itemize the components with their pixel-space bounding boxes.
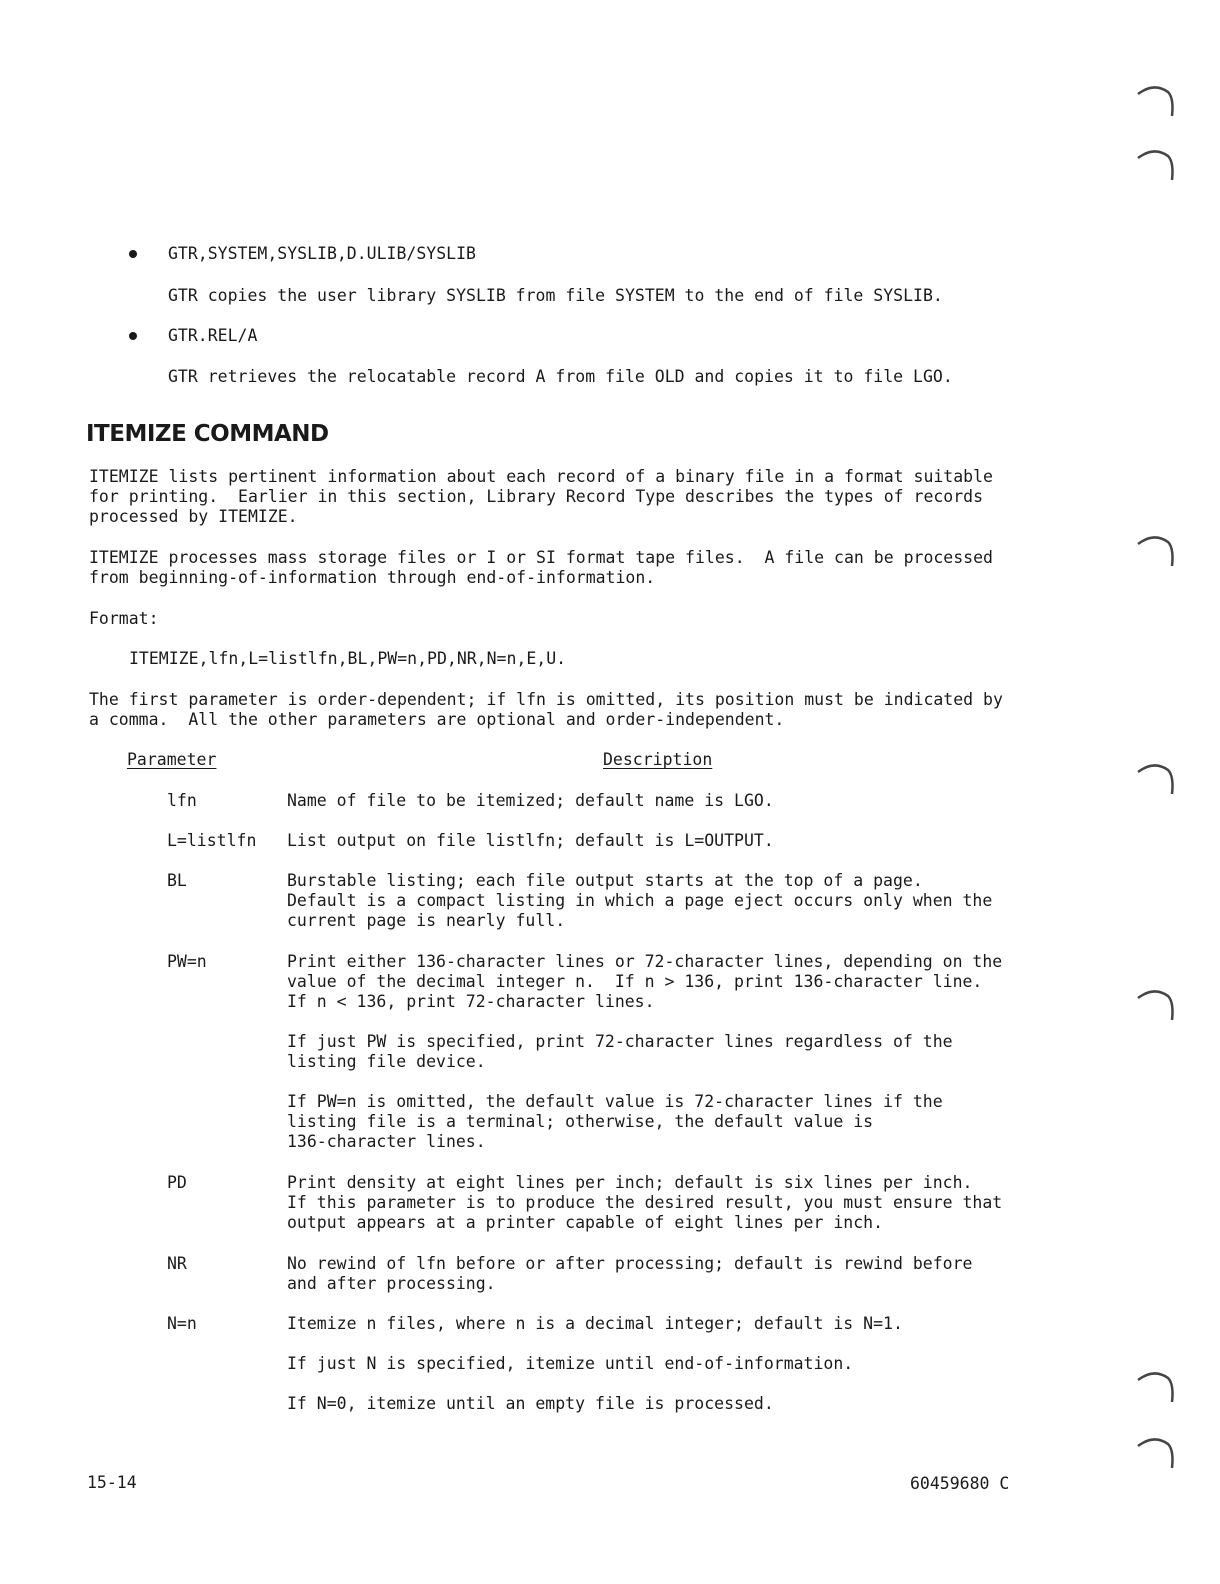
bullet-description: GTR copies the user library SYSLIB from file SYSTEM to the end of file SYSLIB. (168, 286, 943, 305)
bullet-dot (129, 332, 137, 340)
binder-hole-mark (1136, 534, 1176, 570)
format-label: Format: (89, 609, 159, 628)
paragraph-line: ITEMIZE lists pertinent information about each record of a binary file in a format suitable (89, 467, 993, 486)
param-description: Name of file to be itemized; default name is LGO. (287, 791, 774, 810)
param-description: If just N is specified, itemize until end-of-information. (287, 1354, 854, 1373)
paragraph-line: ITEMIZE processes mass storage files or I or SI format tape files. A file can be processed (89, 548, 993, 567)
param-name: PD (167, 1173, 187, 1192)
document-number: 60459680 C (910, 1474, 1010, 1493)
param-description: Print density at eight lines per inch; default is six lines per inch. (287, 1173, 973, 1192)
param-name: NR (167, 1254, 187, 1273)
paragraph-line: for printing. Earlier in this section, Library Record Type describes the types of records (89, 487, 984, 506)
bullet-description: GTR retrieves the relocatable record A from file OLD and copies it to file LGO. (168, 367, 953, 386)
page-number: 15-14 (87, 1473, 137, 1492)
param-description: output appears at a printer capable of eight lines per inch. (287, 1213, 884, 1232)
bullet-dot (129, 250, 137, 258)
section-heading: ITEMIZE COMMAND (86, 421, 329, 447)
binder-hole-mark (1136, 1436, 1176, 1472)
param-name: PW=n (167, 952, 207, 971)
table-header-parameter: Parameter (127, 750, 217, 769)
param-description: listing file is a terminal; otherwise, the default value is (287, 1112, 874, 1131)
paragraph-line: processed by ITEMIZE. (89, 507, 298, 526)
param-description: If N=0, itemize until an empty file is processed. (287, 1394, 774, 1413)
binder-hole-mark (1136, 762, 1176, 798)
param-name: L=listlfn (167, 831, 257, 850)
param-description: Default is a compact listing in which a page eject occurs only when the (287, 891, 993, 910)
format-syntax: ITEMIZE,lfn,L=listlfn,BL,PW=n,PD,NR,N=n,E,U. (129, 649, 567, 668)
binder-hole-mark (1136, 148, 1176, 184)
bullet-command: GTR.REL/A (168, 326, 258, 345)
binder-hole-mark (1136, 988, 1176, 1024)
param-description: Print either 136-character lines or 72-character lines, depending on the (287, 952, 1003, 971)
param-description: No rewind of lfn before or after processing; default is rewind before (287, 1254, 973, 1273)
param-description: If just PW is specified, print 72-character lines regardless of the (287, 1032, 953, 1051)
param-description: Burstable listing; each file output starts at the top of a page. (287, 871, 923, 890)
param-description: If n < 136, print 72-character lines. (287, 992, 655, 1011)
param-description: If PW=n is omitted, the default value is 72-character lines if the (287, 1092, 943, 1111)
binder-hole-mark (1136, 1370, 1176, 1406)
param-description: value of the decimal integer n. If n > 136, print 136-character line. (287, 972, 983, 991)
paragraph-line: a comma. All the other parameters are optional and order-independent. (89, 710, 785, 729)
paragraph-line: The first parameter is order-dependent; if lfn is omitted, its position must be indicated by (89, 690, 1003, 709)
binder-hole-mark (1136, 84, 1176, 120)
param-description: current page is nearly full. (287, 911, 566, 930)
paragraph-line: from beginning-of-information through end-of-information. (89, 568, 656, 587)
param-name: BL (167, 871, 187, 890)
param-description: Itemize n files, where n is a decimal integer; default is N=1. (287, 1314, 903, 1333)
param-description: and after processing. (287, 1274, 496, 1293)
param-name: lfn (167, 791, 197, 810)
param-name: N=n (167, 1314, 197, 1333)
table-header-description: Description (603, 750, 713, 769)
bullet-command: GTR,SYSTEM,SYSLIB,D.ULIB/SYSLIB (168, 244, 476, 263)
param-description: 136-character lines. (287, 1132, 486, 1151)
param-description: If this parameter is to produce the desired result, you must ensure that (287, 1193, 1003, 1212)
param-description: listing file device. (287, 1052, 486, 1071)
param-description: List output on file listlfn; default is L=OUTPUT. (287, 831, 774, 850)
